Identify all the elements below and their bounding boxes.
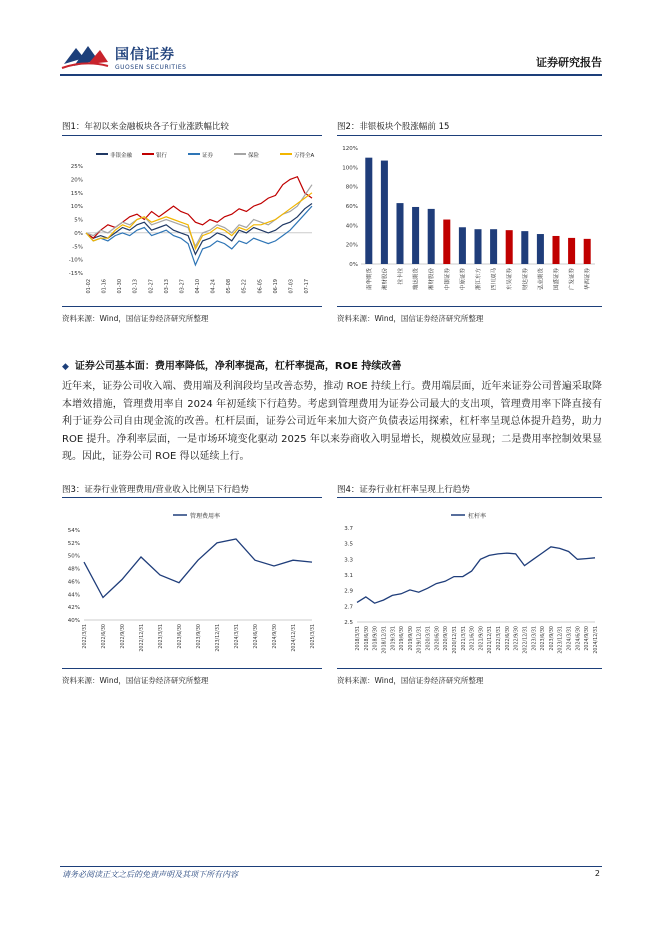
y-tick-label: 5% [74,217,83,224]
y-tick-label: 2.9 [344,588,353,595]
figure-2-source: 资料来源：Wind，国信证券经济研究所整理 [337,314,484,323]
guosen-logo-icon [60,42,110,72]
bar-东吴证券 [506,230,513,264]
bar-中银证券 [443,220,450,264]
y-tick-label: 80% [345,184,358,191]
figure-1-frame [62,135,322,307]
x-tick-label: 2024/6/30 [254,624,259,649]
y-tick-label: 20% [345,242,358,249]
x-tick-label: 2024/12/31 [292,624,297,652]
x-tick-label: 2019/6/30 [400,626,406,651]
x-tick-label: 2022/9/30 [121,624,126,649]
figure-4-source: 资料来源：Wind，国信证券经济研究所整理 [337,676,484,685]
y-tick-label: 2.5 [344,620,353,626]
bar-弘业期货 [537,234,544,264]
x-tick-label: 2019/3/31 [391,626,397,651]
y-tick-label: 50% [67,553,80,560]
x-tick-label: 2024/9/30 [273,624,278,649]
x-tick-label: 01-30 [117,279,124,294]
diamond-bullet-icon: ◆ [62,362,69,372]
x-tick-label: 2022/9/30 [514,626,520,651]
legend-label: 保险 [248,153,260,159]
x-tick-label: 2024/3/31 [567,626,573,651]
y-tick-label: -15% [68,271,83,277]
disclaimer-note: 请务必阅读正文之后的免责声明及其项下所有内容 [62,870,238,879]
y-tick-label: -10% [68,257,83,264]
x-tick-label: 东吴证券 [507,268,514,291]
x-tick-label: 2022/12/31 [140,624,145,652]
figure-3-source: 资料来源：Wind，国信证券经济研究所整理 [62,676,209,685]
x-tick-label: 拉卡拉 [398,268,404,285]
x-tick-label: 04-24 [210,279,217,294]
x-tick-label: 2021/3/31 [461,626,467,651]
figure-4-frame [337,497,602,669]
x-tick-label: 05-22 [241,279,248,294]
y-tick-label: 0% [74,230,83,237]
x-tick-label: 2018/6/30 [364,626,370,651]
x-tick-label: 2023/6/30 [178,624,183,649]
section-heading [62,357,401,372]
x-tick-label: 2019/9/30 [408,626,414,651]
legend-label: 非银金融 [110,153,133,159]
y-tick-label: 10% [70,204,83,211]
x-tick-label: 02-27 [148,279,155,294]
figure-1-source: 资料来源：Wind，国信证券经济研究所整理 [62,314,209,323]
bar-四川双马 [490,229,497,264]
x-tick-label: 浙江东方 [476,268,482,291]
x-tick-label: 2024/6/30 [576,626,582,651]
figure-3-chart [62,498,322,668]
x-tick-label: 2020/12/31 [452,626,458,654]
legend-label: 杠杆率 [468,513,487,520]
body-paragraph: 近年来，证券公司收入端、费用端及利润段均呈改善态势，推动 ROE 持续上行。费用端层面，近年来证券公司普遍采取降本增效措施，管理费用率自 2024 年初延续下行趋势。考虑到管理费用为证券公司最大的支出项，管理费用率下降直接有利于证券公司自由现金流的改善。杠杆层面，证券公司近年来加大资产负债表运用探索，杠杆率呈现总体提升趋势，助力 ROE 提升。净利率层面，一是市场环境变化驱动 2025 年以来券商收入明显增长，规模效应显现；二是费用率控制效果显现。因此，证券公司 ROE 得以延续上行。 [62,381,602,462]
y-tick-label: 15% [70,190,83,197]
figure-1-title: 图1：年初以来金融板块各子行业涨跌幅比较 [62,122,229,132]
figure-4-chart [337,498,602,668]
y-tick-label: 40% [67,618,80,624]
y-tick-label: -5% [72,244,83,251]
figure-2-frame [337,135,602,307]
y-tick-label: 60% [345,204,358,210]
x-tick-label: 2018/3/31 [356,626,361,651]
series-line-证券 [86,206,312,265]
figure-3-frame [62,497,322,669]
bar-瑞达期货 [412,207,419,264]
y-tick-label: 20% [70,177,83,184]
x-tick-label: 2023/12/31 [558,626,564,654]
x-tick-label: 2020/9/30 [444,626,450,651]
y-tick-label: 52% [67,540,80,547]
x-tick-label: 06-19 [272,279,279,294]
x-tick-label: 瑞达期货 [413,268,420,291]
x-tick-label: 05-08 [226,279,233,294]
x-tick-label: 2023/3/31 [532,626,538,651]
x-tick-label: 2022/3/31 [497,626,503,651]
x-tick-label: 财达证券 [522,268,529,291]
series-line-保险 [86,185,312,247]
x-tick-label: 2020/3/31 [426,626,432,651]
figure-2-chart [337,136,602,306]
section-heading-text: 证券公司基本面：费用率降低，净利率提高，杠杆率提高，ROE 持续改善 [74,361,402,372]
bar-湘财股份 [381,161,388,264]
bar-广发证券 [568,238,575,264]
x-tick-label: 2023/3/31 [159,624,164,649]
x-tick-label: 2021/6/30 [470,626,476,651]
bar-南华期货 [365,158,372,264]
x-tick-label: 华西证券 [585,268,592,291]
x-tick-label: 01-16 [101,279,108,294]
x-tick-label: 07-03 [288,279,295,294]
figure-4-title: 图4：证券行业杠杆率呈现上行趋势 [337,485,470,495]
x-tick-label: 2018/9/30 [373,626,379,651]
x-tick-label: 2018/12/31 [382,626,388,654]
x-tick-label: 2024/12/31 [594,626,599,654]
x-tick-label: 广发证券 [569,268,576,291]
bar-华西证券 [584,239,591,264]
x-tick-label: 01-02 [86,279,92,294]
y-tick-label: 3.3 [344,557,353,564]
bar-财达证券 [521,231,528,264]
x-tick-label: 2022/12/31 [523,626,529,654]
header-divider [60,74,602,76]
y-tick-label: 54% [67,528,80,534]
x-tick-label: 弘业期货 [538,268,545,291]
logo-text: 国信证券 [115,47,175,63]
y-tick-label: 120% [342,146,358,152]
y-tick-label: 0% [349,262,358,268]
bar-浙江东方 [474,229,481,264]
series-line-杠杆率 [357,547,595,603]
x-tick-label: 国盛证券 [554,268,560,291]
x-tick-label: 中原证券 [460,268,467,291]
x-tick-label: 02-13 [132,279,139,294]
x-tick-label: 2025/3/31 [311,624,316,649]
x-tick-label: 2022/6/30 [505,626,511,651]
y-tick-label: 44% [67,592,80,599]
x-tick-label: 2024/9/30 [585,626,591,651]
x-tick-label: 2021/12/31 [488,626,494,654]
y-tick-label: 3.5 [344,541,353,548]
x-tick-label: 07-17 [304,279,310,294]
x-tick-label: 2024/3/31 [235,624,240,649]
figure-1-chart [62,136,322,306]
y-tick-label: 2.7 [344,604,353,611]
x-tick-label: 2019/12/31 [417,626,423,654]
y-tick-label: 48% [67,566,80,573]
y-tick-label: 40% [345,223,358,230]
bar-国盛证券 [552,236,559,264]
logo-text-en: GUOSEN SECURITIES [115,64,187,71]
x-tick-label: 湘财股份 [429,268,436,291]
x-tick-label: 2022/3/31 [83,624,88,649]
bar-拉卡拉 [396,203,403,264]
y-tick-label: 3.1 [344,573,353,579]
figure-3-title: 图3：证券行业管理费用/营业收入比例呈下行趋势 [62,485,249,495]
x-tick-label: 湘财股份 [382,268,389,291]
series-line-非银金融 [86,204,312,255]
x-tick-label: 03-13 [163,279,170,294]
figure-2-title: 图2：非银板块个股涨幅前 15 [337,122,450,132]
legend-label: 管理费用率 [190,513,221,520]
x-tick-label: 南华期货 [366,268,373,291]
x-tick-label: 2021/9/30 [479,626,485,651]
x-tick-label: 2023/6/30 [541,626,547,651]
x-tick-label: 2023/9/30 [197,624,202,649]
x-tick-label: 03-27 [179,279,186,294]
y-tick-label: 25% [70,164,83,170]
y-tick-label: 46% [67,579,80,586]
y-tick-label: 3.7 [344,526,353,532]
legend-label: 银行 [156,153,168,159]
x-tick-label: 四川双马 [491,268,498,291]
y-tick-label: 42% [67,605,80,612]
footer-divider [60,866,602,867]
x-tick-label: 04-10 [195,279,201,294]
x-tick-label: 2023/12/31 [216,624,221,652]
bar-中原证券 [459,227,466,264]
x-tick-label: 2022/6/30 [102,624,107,649]
report-type-label: 证券研究报告 [536,56,602,69]
page-header [60,42,602,74]
x-tick-label: 06-05 [257,279,264,294]
x-tick-label: 2020/6/30 [435,626,441,651]
page-number: 2 [594,869,600,878]
x-tick-label: 2023/9/30 [549,626,555,651]
legend-label: 万得全A [294,153,315,159]
legend-label: 证券 [202,153,214,159]
y-tick-label: 100% [342,165,358,172]
x-tick-label: 中银证券 [444,268,451,291]
series-line-管理费用率 [84,539,312,598]
bar-湘财股份 [428,209,435,264]
